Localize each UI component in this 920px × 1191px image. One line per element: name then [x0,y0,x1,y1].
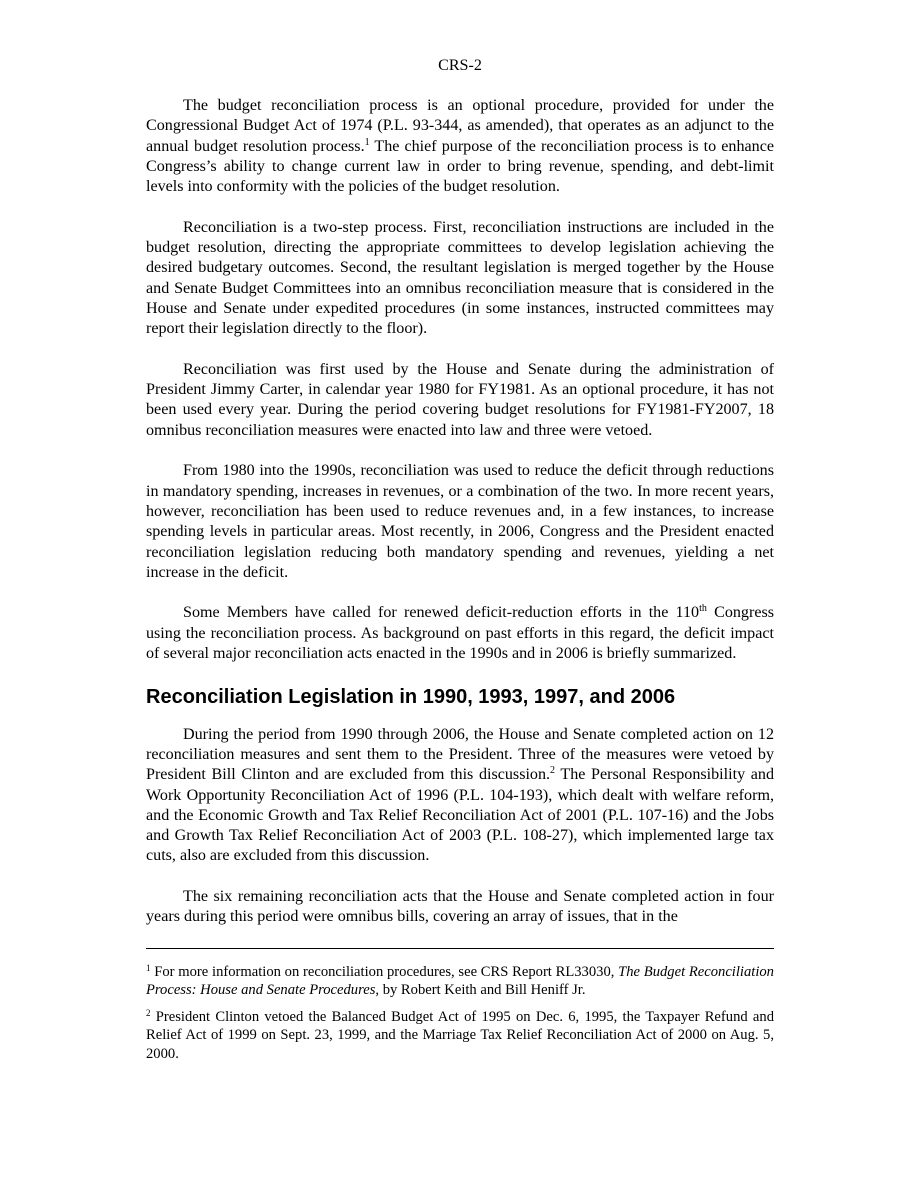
ordinal-suffix: th [699,603,707,615]
paragraph-text: Congress using the reconciliation process. As background on past efforts in this regard, the deficit impact of several major reconciliation acts enacted in the 1990s and in 2006 is briefly summarized. [146,604,774,663]
section-heading: Reconciliation Legislation in 1990, 1993, 1997, and 2006 [146,685,676,708]
footnote-marker: 2 [146,1007,151,1018]
paragraph-110th-congress [146,603,774,664]
footnote-marker: 1 [146,962,151,973]
paragraph-intro [146,96,774,197]
report-title: The Budget Reconciliation Process: House and Senate Procedures [146,963,774,999]
footnote-text: , by Robert Keith and Bill Heniff Jr. [375,982,586,999]
page-number-header: CRS-2 [438,57,482,74]
paragraph-two-step: Reconciliation is a two-step process. First, reconciliation instructions are included in the budget resolution, directing the appropriate committees to develop legislation achieving the desired budgetary outcomes. Second, the resultant legislation is merged together by the House and Senate Budget Committees into an omnibus reconciliation measure that is considered in the House and Senate under expedited procedures (in some instances, instructed committees may report their legislation directly to the floor). [146,218,774,338]
paragraph-six-acts: The six remaining reconciliation acts that the House and Senate completed action in four years during this period were omnibus bills, covering an array of issues, that in the [146,887,774,926]
paragraph-text: The budget reconciliation process is an optional procedure, provided for under the Congressional Budget Act of 1974 (P.L. 93-344, as amended), that operates as an adjunct to the annual budget resolution process. [146,97,774,155]
footnote-ref-1: 1 [364,136,370,148]
paragraph-text: Some Members have called for renewed deficit-reduction efforts in the 110 [183,604,700,622]
paragraph-1990-2006 [146,725,774,867]
paragraph-usage: From 1980 into the 1990s, reconciliation was used to reduce the deficit through reductions in mandatory spending, increases in revenues, or a combination of the two. In more recent years, however, reconciliation has been used to reduce revenues and, in a few instances, to increase spending levels in particular areas. Most recently, in 2006, Congress and the President enacted reconciliation legislation reducing both mandatory spending and revenues, yielding a net increase in the deficit. [146,462,774,581]
footnote-1 [146,963,774,1000]
footnote-divider [146,948,774,949]
paragraph-history: Reconciliation was first used by the House and Senate during the administration of President Jimmy Carter, in calendar year 1980 for FY1981. As an optional procedure, it has not been used every year. During the period covering budget resolutions for FY1981-FY2007, 18 omnibus reconciliation measures were enacted into law and three were vetoed. [146,360,774,439]
paragraph-text: The chief purpose of the reconciliation process is to enhance Congress’s ability to change current law in order to bring revenue, spending, and debt-limit levels into conformity with the policies of the budget resolution. [146,137,774,196]
paragraph-text: During the period from 1990 through 2006, the House and Senate completed action on 12 reconciliation measures and sent them to the President. Three of the measures were vetoed by President Bill Clinton and are excluded from this discussion. [146,725,774,784]
footnote-ref-2: 2 [550,765,556,777]
paragraph-text: The Personal Responsibility and Work Opportunity Reconciliation Act of 1996 (P.L. 104-193), which dealt with welfare reform, and the Economic Growth and Tax Relief Reconciliation Act of 2001 (P.L. 107-16) and the Jobs and Growth Tax Relief Reconciliation Act of 2003 (P.L. 108-27), which implemented large tax cuts, also are excluded from this discussion. [146,766,774,865]
footnote-text: President Clinton vetoed the Balanced Budget Act of 1995 on Dec. 6, 1995, the Taxpayer Refund and Relief Act of 1999 on Sept. 23, 1999, and the Marriage Tax Relief Reconciliation Act of 2000 on Aug. 5, 2000. [146,1008,774,1062]
footnote-text: For more information on reconciliation procedures, see CRS Report RL33030, [150,963,619,980]
footnote-2 [146,1008,774,1064]
